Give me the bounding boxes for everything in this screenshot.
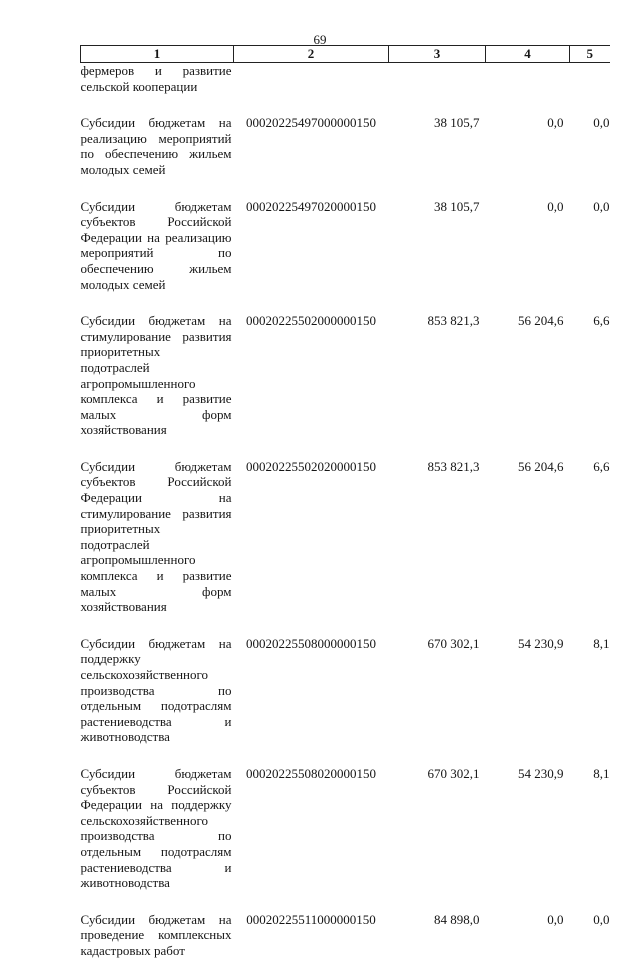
row-value-3 (389, 63, 486, 116)
table-row (81, 199, 610, 314)
column-header-2: 2 (234, 46, 389, 63)
column-header-1: 1 (81, 46, 234, 63)
table-row (81, 459, 610, 636)
column-header-3: 3 (389, 46, 486, 63)
table-row (81, 912, 610, 980)
row-value-4: 0,0 (547, 198, 564, 214)
row-value-3: 670 302,1 (427, 765, 480, 781)
budget-table (80, 45, 610, 980)
column-header-4: 4 (486, 46, 570, 63)
page-number: 69 (313, 32, 327, 47)
row-value-4: 0,0 (547, 115, 564, 131)
row-value-5: 0,0 (593, 115, 610, 131)
column-header-5: 5 (570, 46, 610, 63)
table-row (81, 313, 610, 459)
table-row (81, 636, 610, 766)
row-code: 00020225508000000150 (246, 635, 376, 651)
row-value-3: 38 105,7 (434, 115, 480, 131)
table-header-row (81, 46, 610, 63)
row-code: 00020225511000000150 (246, 911, 376, 927)
row-name: Субсидии бюджетам на стимулирование развития приоритетных подотраслей агропромышленного комплекса и развитие малых форм хозяйствования (80, 313, 232, 438)
row-name: Субсидии бюджетам на поддержку сельскохозяйственного производства по отдельным подотраслям растениеводства и животноводства (80, 635, 232, 745)
row-name: Субсидии бюджетам субъектов Российской Федерации на поддержку сельскохозяйственного производства по отдельным подотраслям растениеводства и животноводства (80, 765, 232, 891)
row-value-4: 54 230,9 (518, 635, 564, 651)
row-code: 00020225497000000150 (246, 115, 376, 131)
row-code: 00020225502000000150 (246, 313, 376, 329)
row-value-3: 670 302,1 (427, 635, 480, 651)
row-value-4: 56 204,6 (518, 458, 564, 474)
row-name: Субсидии бюджетам субъектов Российской Федерации на реализацию мероприятий по обеспечению жильем молодых семей (80, 198, 232, 292)
row-value-4: 54 230,9 (518, 765, 564, 781)
table-row (81, 63, 610, 116)
row-value-3: 84 898,0 (434, 911, 480, 927)
row-code: 00020225502020000150 (246, 458, 376, 474)
row-value-5: 8,1 (593, 765, 610, 781)
table-row (81, 115, 610, 198)
row-code (234, 63, 389, 116)
row-value-4: 56 204,6 (518, 313, 564, 329)
row-name: Субсидии бюджетам субъектов Российской Федерации на стимулирование развития приоритетных подотраслей агропромышленного комплекса и развитие малых форм хозяйствования (80, 458, 232, 615)
row-value-4: 0,0 (547, 911, 564, 927)
row-name: Субсидии бюджетам на реализацию мероприятий по обеспечению жильем молодых семей (80, 115, 232, 177)
row-value-5: 8,1 (593, 635, 610, 651)
row-value-3: 853 821,3 (427, 313, 480, 329)
row-name: Субсидии бюджетам на проведение комплексных кадастровых работ (80, 911, 232, 958)
row-name: фермеров и развитие сельской кооперации (80, 63, 232, 94)
row-value-3: 38 105,7 (434, 198, 480, 214)
row-code: 00020225497020000150 (246, 198, 376, 214)
row-value-5: 0,0 (593, 198, 610, 214)
row-code: 00020225508020000150 (246, 765, 376, 781)
row-value-4 (486, 63, 570, 116)
row-value-5: 6,6 (593, 313, 610, 329)
row-value-5: 0,0 (593, 911, 610, 927)
row-value-5: 6,6 (593, 458, 610, 474)
row-value-5 (570, 63, 610, 116)
row-value-3: 853 821,3 (427, 458, 480, 474)
table-row (81, 766, 610, 912)
